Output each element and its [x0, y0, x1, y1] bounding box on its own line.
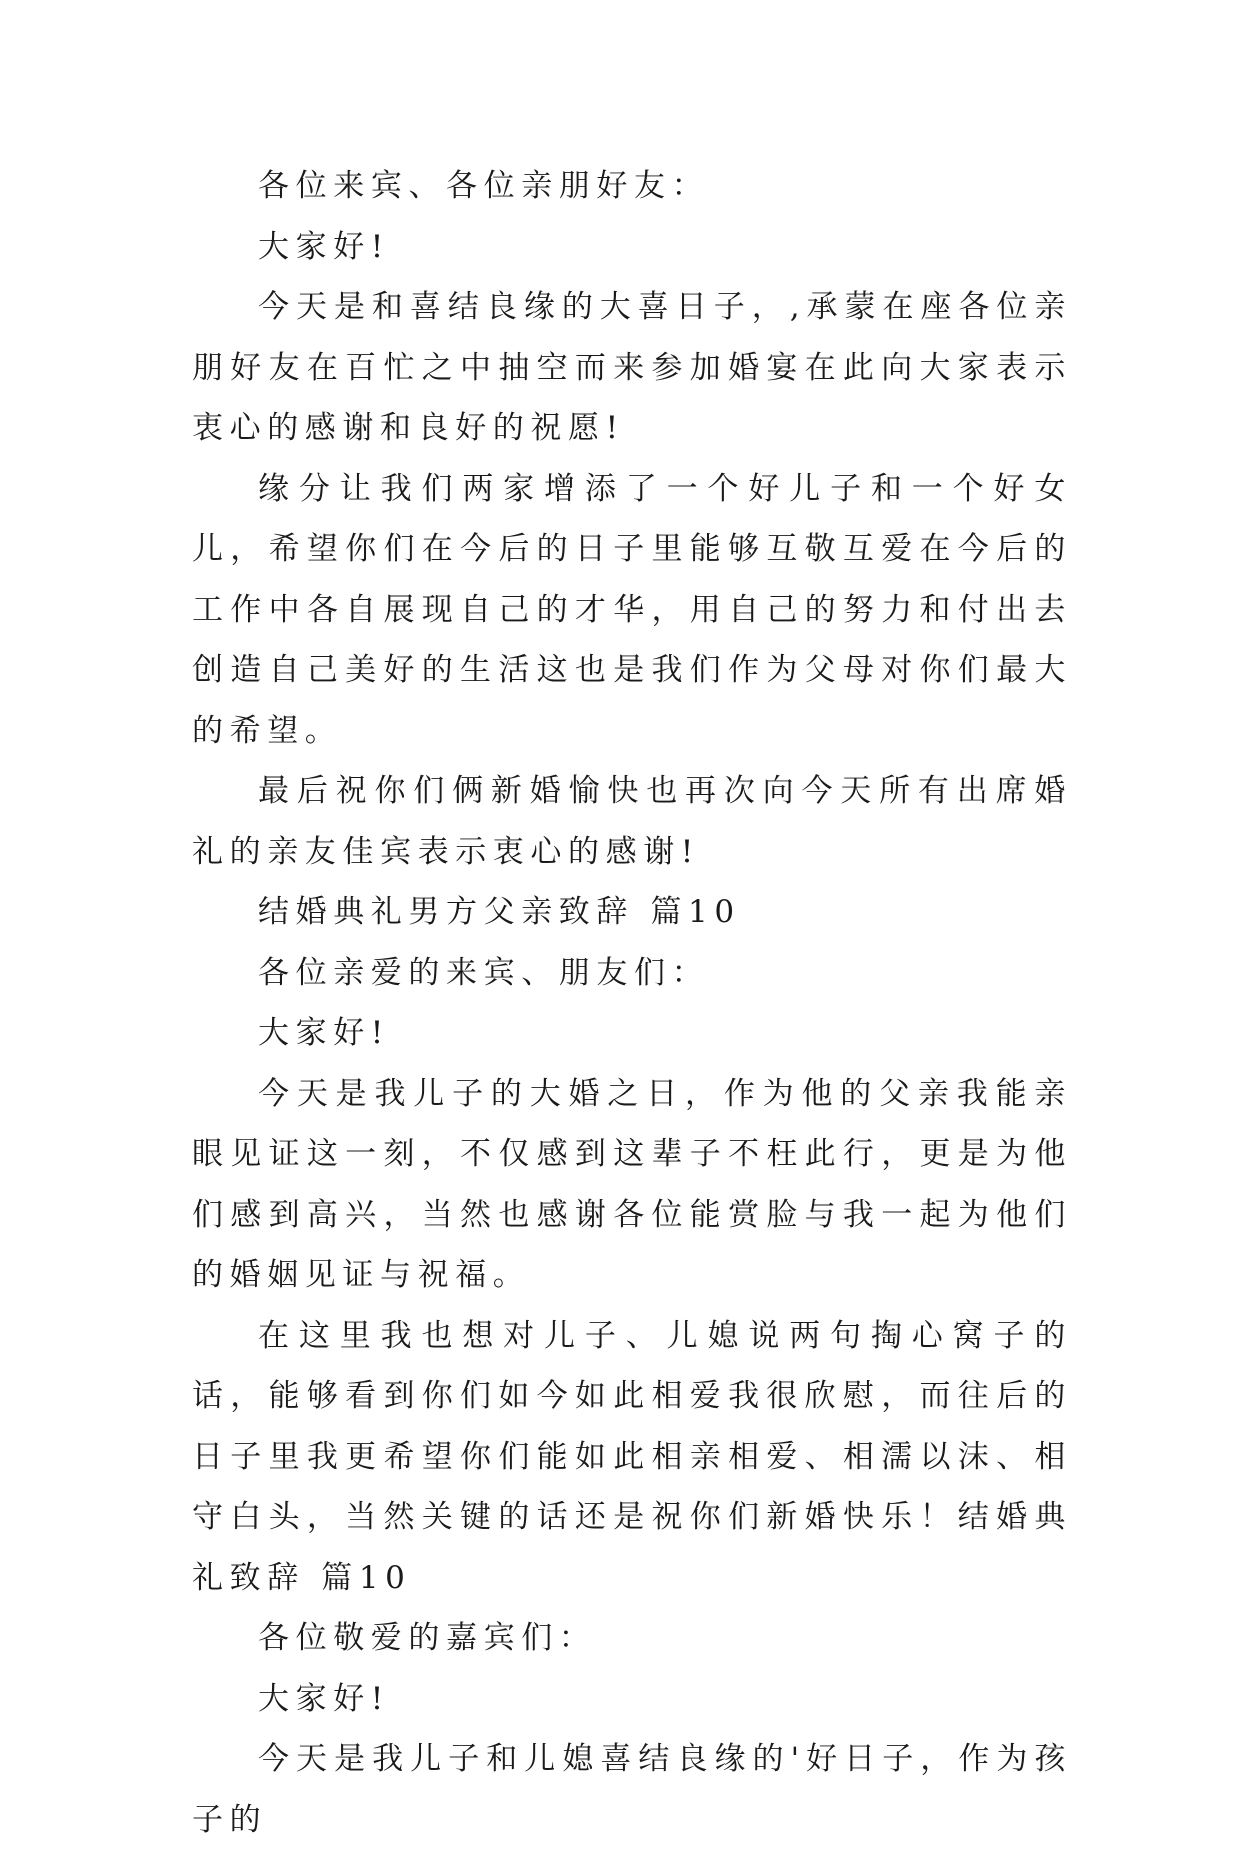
section-heading: 结婚典礼男方父亲致辞 篇10 [258, 894, 741, 930]
hello-line: 大家好! [258, 1680, 390, 1717]
greeting-line: 各位亲爱的来宾、朋友们： [258, 954, 710, 991]
paragraph: 今天是我儿子和儿媳喜结良缘的'好日子，作为孩子的 [192, 1741, 1072, 1838]
paragraph: 今天是我儿子的大婚之日，作为他的父亲我能亲眼见证这一刻，不仅感到这辈子不枉此行，更是为他们感到高兴，当然也感谢各位能赏脸与我一起为他们的婚姻见证与祝福。 [192, 1075, 1072, 1293]
hello-line: 大家好! [258, 228, 390, 265]
paragraph: 缘分让我们两家增添了一个好儿子和一个好女儿，希望你们在今后的日子里能够互敬互爱在今后的工作中各自展现自己的才华，用自己的努力和付出去创造自己美好的生活这也是我们作为父母对你们最大的希望。 [192, 470, 1072, 749]
hello-line: 大家好! [258, 1015, 390, 1051]
document-body [192, 156, 1072, 1850]
paragraph: 在这里我也想对儿子、儿媳说两句掏心窝子的话，能够看到你们如今如此相爱我很欣慰，而往后的日子里我更希望你们能如此相亲相爱、相濡以沫、相守白头，当然关键的话还是祝你们新婚快乐！结婚典礼致辞 篇10 [192, 1317, 1072, 1596]
greeting-line: 各位敬爱的嘉宾们： [258, 1620, 597, 1656]
greeting-line: 各位来宾、各位亲朋好友： [258, 168, 710, 204]
paragraph: 今天是和喜结良缘的大喜日子，,承蒙在座各位亲朋好友在百忙之中抽空而来参加婚宴在此向大家表示衷心的感谢和良好的祝愿! [192, 289, 1072, 446]
paragraph: 最后祝你们俩新婚愉快也再次向今天所有出席婚礼的亲友佳宾表示衷心的感谢! [192, 773, 1072, 870]
